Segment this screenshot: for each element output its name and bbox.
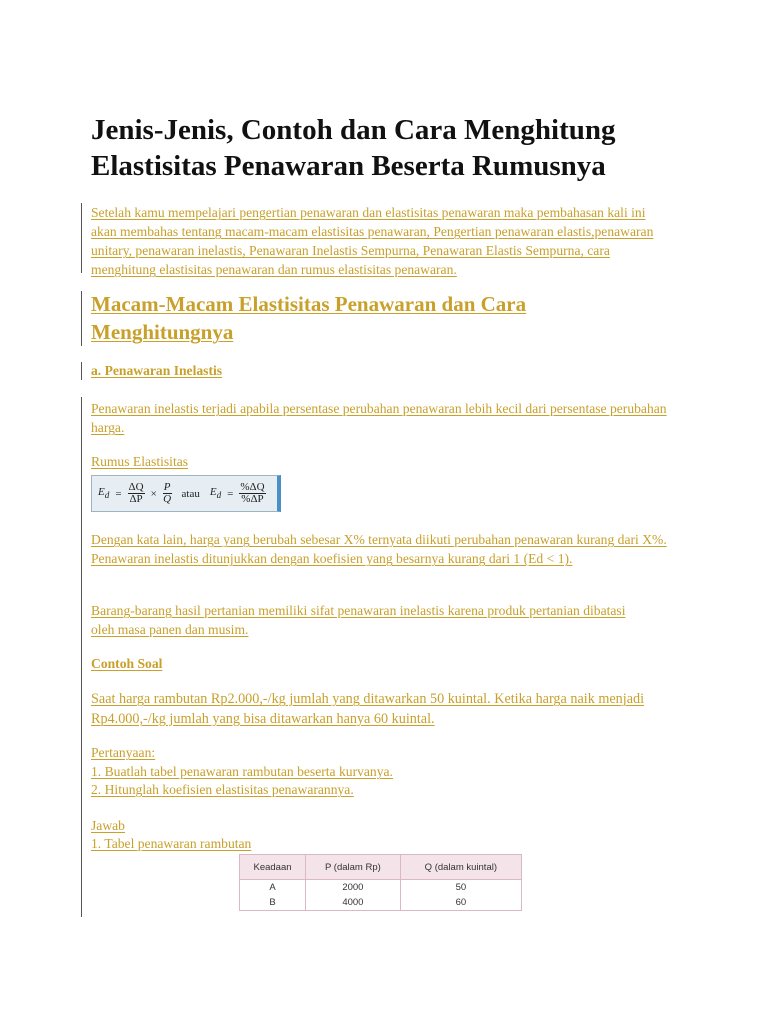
subsection-heading[interactable]: a. Penawaran Inelastis bbox=[91, 363, 223, 378]
formula-ed-right: $E_d$ bbox=[209, 486, 222, 501]
elasticity-formula-image bbox=[91, 475, 281, 512]
answer-label[interactable]: Jawab bbox=[91, 818, 125, 833]
subsection-quote-bar bbox=[81, 362, 82, 380]
section-quote-bar bbox=[81, 291, 82, 346]
questions-label[interactable]: Pertanyaan: bbox=[91, 745, 156, 760]
intro-quote-bar bbox=[81, 203, 82, 273]
formula-or: atau bbox=[181, 487, 200, 500]
formula-dq-dp: $\frac{\Delta Q}{\Delta P}$ bbox=[128, 481, 144, 505]
table-row bbox=[240, 895, 522, 911]
table-header-row bbox=[240, 855, 522, 880]
formula-equals-2: = bbox=[227, 487, 234, 500]
question-2[interactable]: 2. Hitunglah koefisien elastisitas penawarannya. bbox=[91, 782, 354, 797]
formula-ed-left: $E_d$ bbox=[98, 486, 110, 501]
table-header-price: P (dalam Rp) bbox=[306, 855, 401, 880]
table-row bbox=[240, 880, 522, 896]
table-cell: 60 bbox=[400, 895, 521, 911]
intro-paragraph[interactable]: Setelah kamu mempelajari pengertian penawaran dan elastisitas penawaran maka pembahasan kali ini akan membahas tentang macam-macam elastisitas penawaran, Pengertian penawaran elastis,penawaran unitary, penawaran inelastis, Penawaran Inelastis Sempurna, Penawaran Elastis Sempurna, cara menghitung elastisitas penawaran dan rumus elastisitas penawaran. bbox=[91, 205, 654, 277]
table-header-keadaan: Keadaan bbox=[240, 855, 306, 880]
example-heading[interactable]: Contoh Soal bbox=[91, 656, 163, 671]
body-quote-bar bbox=[81, 397, 82, 917]
rambutan-supply-table bbox=[239, 854, 522, 911]
table-cell: 50 bbox=[400, 880, 521, 896]
table-cell: A bbox=[240, 880, 306, 896]
definition-paragraph[interactable]: Penawaran inelastis terjadi apabila persentase perubahan penawaran lebih kecil dari persentase perubahan harga. bbox=[91, 401, 667, 435]
formula-pct: $\frac{\%\Delta Q}{\%\Delta P}$ bbox=[240, 481, 265, 505]
formula-equals: = bbox=[115, 487, 122, 500]
answer-1[interactable]: 1. Tabel penawaran rambutan bbox=[91, 836, 252, 851]
section-heading[interactable]: Macam-Macam Elastisitas Penawaran dan Cara Menghitungnya bbox=[91, 292, 527, 344]
formula-p-q: $\frac{P}{Q}$ bbox=[163, 481, 172, 505]
formula-label[interactable]: Rumus Elastisitas bbox=[91, 454, 189, 469]
page-title: Jenis-Jenis, Contoh dan Cara Menghitung Elastisitas Penawaran Beserta Rumusnya bbox=[91, 114, 616, 182]
table-header-quantity: Q (dalam kuintal) bbox=[400, 855, 521, 880]
table-cell: B bbox=[240, 895, 306, 911]
example-paragraph[interactable]: Saat harga rambutan Rp2.000,-/kg jumlah yang ditawarkan 50 kuintal. Ketika harga naik menjadi Rp4.000,-/kg jumlah yang bisa ditawarkan hanya 60 kuintal. bbox=[91, 691, 645, 727]
table-cell: 4000 bbox=[306, 895, 401, 911]
other-words-paragraph[interactable]: Dengan kata lain, harga yang berubah sebesar X% ternyata diikuti perubahan penawaran kurang dari X%. Penawaran inelastis ditunjukkan dengan koefisien yang besarnya kurang dari 1 (Ed < 1). bbox=[91, 532, 667, 566]
formula-times: × bbox=[150, 487, 157, 500]
question-1[interactable]: 1. Buatlah tabel penawaran rambutan beserta kurvanya. bbox=[91, 764, 393, 779]
table-cell: 2000 bbox=[306, 880, 401, 896]
agriculture-paragraph[interactable]: Barang-barang hasil pertanian memiliki sifat penawaran inelastis karena produk pertanian dibatasi oleh masa panen dan musim. bbox=[91, 603, 626, 637]
